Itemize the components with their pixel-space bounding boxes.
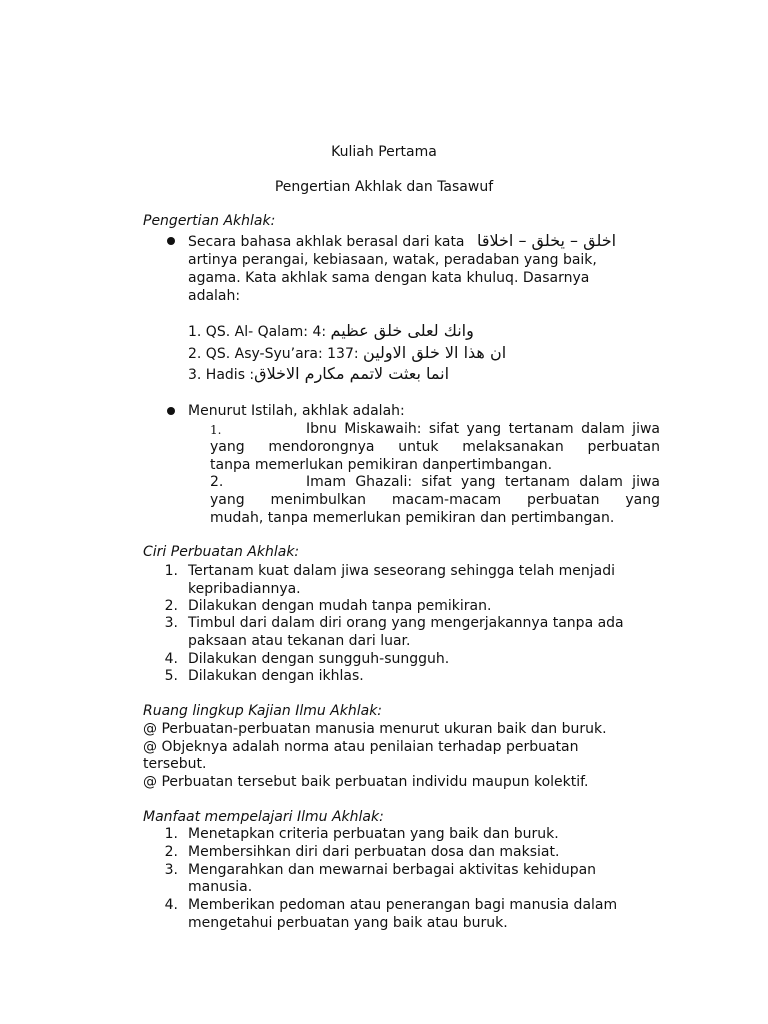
page-title: Kuliah Pertama [331,144,437,160]
bullet-icon [167,237,175,245]
definition-line: adalah: [188,288,241,304]
list-item-number: 4. [164,651,178,667]
list-item-number: 3. [164,615,178,631]
list-item: Mengarahkan dan mewarnai berbagai aktivitas kehidupan [188,862,597,878]
definition-ghazali-line: mudah, tanpa memerlukan pemikiran dan pertimbangan. [210,510,615,526]
list-item: Dilakukan dengan mudah tanpa pemikiran. [188,598,492,614]
scope-line: @ Objeknya adalah norma atau penilaian terhadap perbuatan [143,739,579,755]
list-item: Memberikan pedoman atau penerangan bagi manusia dalam [188,897,618,913]
list-item-number: 4. [164,897,178,913]
arabic-verse: ان هذا الا خلق الاولين [363,343,507,362]
quran-reference-1 [188,322,474,341]
scope-line: tersebut. [143,756,207,772]
reference-label: 1. QS. Al- Qalam: 4: [188,324,327,340]
definition-line [188,232,616,251]
definition-ghazali-line: yang menimbulkan macam-macam perbuatan yang [210,492,660,508]
list-item-number: 2. [164,598,178,614]
definition-line: Menurut Istilah, akhlak adalah: [188,403,405,419]
reference-label: 2. QS. Asy-Syu’ara: 137: [188,346,359,362]
arabic-verse: وانك لعلى خلق عظيم [330,321,474,340]
arabic-root-words: اخلق – يخلق – اخلاقا [476,231,617,250]
list-item: manusia. [188,879,253,895]
list-item-number: 1. [164,826,178,842]
definition-line: agama. Kata akhlak sama dengan kata khuluq. Dasarnya [188,270,590,286]
section-heading-manfaat: Manfaat mempelajari Ilmu Akhlak: [143,809,384,825]
scope-line: @ Perbuatan tersebut baik perbuatan individu maupun kolektif. [143,774,589,790]
bullet-icon [167,407,175,415]
definition-number: 1. [210,423,222,437]
scope-line: @ Perbuatan-perbuatan manusia menurut ukuran baik dan buruk. [143,721,607,737]
list-item-number: 1. [164,563,178,579]
definition-number: 2. [210,474,224,490]
arabic-hadith: انما بعثت لاتمم مكارم الاخلاق [254,364,450,383]
list-item-number: 5. [164,668,178,684]
definition-ghazali-line: Imam Ghazali: sifat yang tertanam dalam jiwa [306,474,660,490]
list-item: Timbul dari dalam diri orang yang mengerjakannya tanpa ada [188,615,624,631]
list-item: Tertanam kuat dalam jiwa seseorang sehingga telah menjadi [188,563,616,579]
list-item: Dilakukan dengan sungguh-sungguh. [188,651,450,667]
quran-reference-2 [188,344,506,363]
reference-label: 3. Hadis : [188,367,255,383]
definition-miskawaih-line: Ibnu Miskawaih: sifat yang tertanam dalam jiwa [306,421,660,437]
page-subtitle: Pengertian Akhlak dan Tasawuf [274,179,494,195]
list-item: Menetapkan criteria perbuatan yang baik dan buruk. [188,826,559,842]
list-item: kepribadiannya. [188,581,301,597]
list-item: Membersihkan diri dari perbuatan dosa dan maksiat. [188,844,560,860]
list-item-number: 3. [164,862,178,878]
definition-text: Secara bahasa akhlak berasal dari kata [188,234,465,250]
definition-miskawaih-line: yang mendorongnya untuk melaksanakan perbuatan [210,439,660,455]
section-heading-ciri: Ciri Perbuatan Akhlak: [143,544,300,560]
section-heading-pengertian: Pengertian Akhlak: [143,213,276,229]
definition-line: artinya perangai, kebiasaan, watak, peradaban yang baik, [188,252,597,268]
hadith-reference [188,365,449,384]
list-item: mengetahui perbuatan yang baik atau buruk. [188,915,508,931]
list-item: paksaan atau tekanan dari luar. [188,633,411,649]
section-heading-ruang-lingkup: Ruang lingkup Kajian Ilmu Akhlak: [143,703,383,719]
definition-miskawaih-line: tanpa memerlukan pemikiran danpertimbangan. [210,457,553,473]
list-item-number: 2. [164,844,178,860]
list-item: Dilakukan dengan ikhlas. [188,668,364,684]
